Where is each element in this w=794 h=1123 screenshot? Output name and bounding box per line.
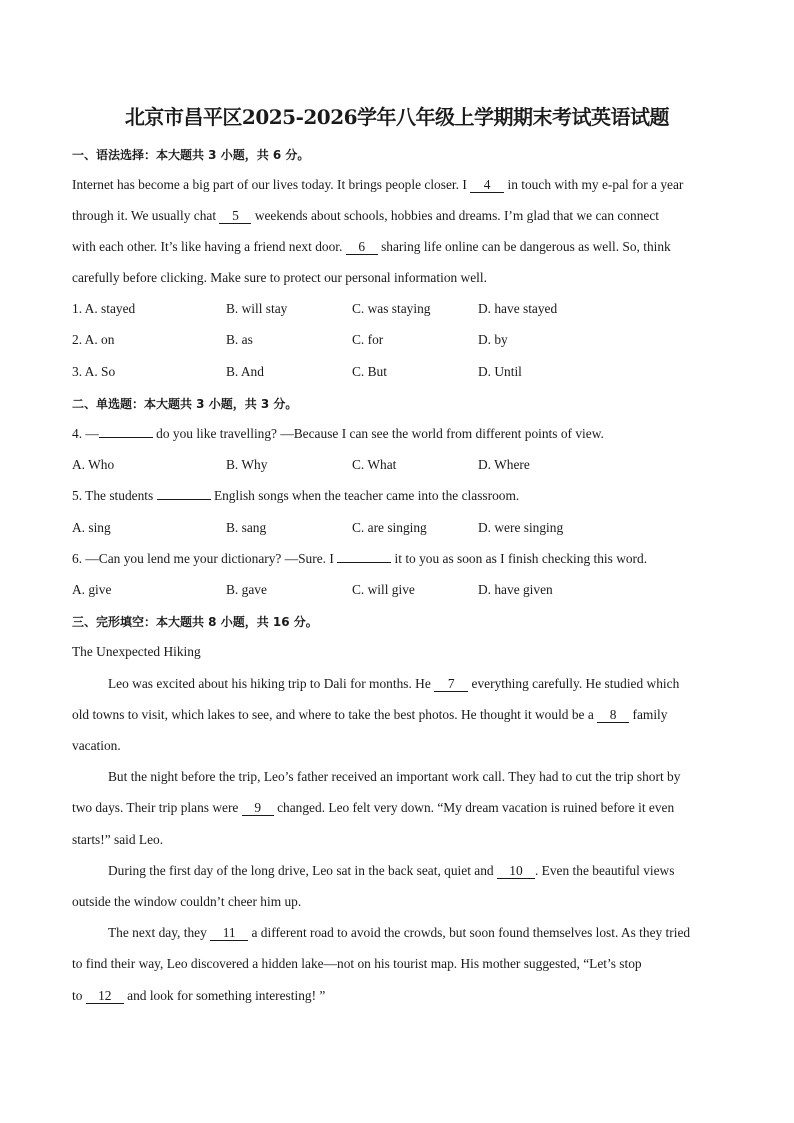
blank-9: 9 — [242, 801, 274, 816]
paragraph-line: vacation. — [72, 738, 121, 753]
blank-5: 5 — [219, 209, 251, 224]
option-d: D. Where — [478, 457, 530, 472]
question-5: 5. The students English songs when the teacher came into the classroom. — [72, 488, 520, 503]
blank-11: 11 — [210, 926, 248, 941]
paragraph-line: carefully before clicking. Make sure to protect our personal information well. — [72, 270, 487, 285]
paragraph-line: During the first day of the long drive, Leo sat in the back seat, quiet and 10 . Even the beautiful views — [108, 863, 675, 878]
option-d: D. Until — [478, 364, 522, 379]
option-d: D. have stayed — [478, 301, 558, 316]
option-a: A. Who — [72, 457, 115, 472]
paragraph-line: through it. We usually chat 5 weekends about schools, hobbies and dreams. I’m glad that we can connect — [72, 208, 660, 223]
option-a: A. give — [72, 582, 112, 597]
blank-4: 4 — [470, 178, 504, 193]
answer-blank — [157, 499, 211, 500]
option-b: B. will stay — [226, 301, 288, 316]
paragraph-line: to 12 and look for something interesting! ” — [72, 988, 326, 1003]
paragraph-line: The next day, they 11 a different road to avoid the crowds, but soon found themselves lost. As they tried — [108, 925, 691, 940]
option-a: 3. A. So — [72, 364, 116, 379]
option-a: 2. A. on — [72, 332, 115, 347]
paragraph-line: outside the window couldn’t cheer him up. — [72, 894, 302, 909]
option-c: C. was staying — [352, 301, 431, 316]
option-c: C. will give — [352, 582, 415, 597]
paragraph-line: starts!” said Leo. — [72, 832, 164, 847]
answer-blank — [337, 562, 391, 563]
paragraph-line: two days. Their trip plans were 9 changed. Leo felt very down. “My dream vacation is ruined before it even — [72, 800, 675, 815]
question-6: 6. —Can you lend me your dictionary? —Sure. I it to you as soon as I finish checking this word. — [72, 551, 648, 566]
blank-10: 10 — [497, 864, 535, 879]
option-b: B. gave — [226, 582, 267, 597]
blank-6: 6 — [346, 240, 378, 255]
option-b: B. Why — [226, 457, 268, 472]
option-c: C. But — [352, 364, 387, 379]
blank-8: 8 — [597, 708, 629, 723]
option-d: D. have given — [478, 582, 553, 597]
paragraph-line: Internet has become a big part of our lives today. It brings people closer. I 4 in touch with my e-pal for a year — [72, 177, 684, 192]
paragraph-line: But the night before the trip, Leo’s father received an important work call. They had to cut the trip short by — [108, 769, 681, 784]
story-title: The Unexpected Hiking — [72, 644, 201, 659]
option-b: B. And — [226, 364, 264, 379]
paragraph-line: old towns to visit, which lakes to see, and where to take the best photos. He thought it would be a 8 family — [72, 707, 668, 722]
question-4: 4. — do you like travelling? —Because I can see the world from different points of view. — [72, 426, 604, 441]
paragraph-line: Leo was excited about his hiking trip to Dali for months. He 7 everything carefully. He studied which — [108, 676, 680, 691]
option-c: C. What — [352, 457, 397, 472]
option-d: D. were singing — [478, 520, 564, 535]
option-a: A. sing — [72, 520, 111, 535]
section-heading: 三、完形填空：本大题共 8 小题，共 16 分。 — [72, 615, 318, 629]
answer-blank — [99, 437, 153, 438]
option-c: C. for — [352, 332, 384, 347]
section-heading: 一、语法选择：本大题共 3 小题，共 6 分。 — [72, 148, 310, 162]
blank-7: 7 — [434, 677, 468, 692]
option-b: B. sang — [226, 520, 267, 535]
option-b: B. as — [226, 332, 253, 347]
blank-12: 12 — [86, 989, 124, 1004]
page-title: 北京市昌平区2025-2026学年八年级上学期期末考试英语试题 — [124, 105, 670, 129]
paragraph-line: with each other. It’s like having a friend next door. 6 sharing life online can be dangerous as well. So, think — [72, 239, 671, 254]
option-c: C. are singing — [352, 520, 427, 535]
option-a: 1. A. stayed — [72, 301, 136, 316]
section-heading: 二、单选题：本大题共 3 小题，共 3 分。 — [72, 397, 298, 411]
paragraph-line: to find their way, Leo discovered a hidden lake—not on his tourist map. His mother suggested, “Let’s stop — [72, 956, 642, 971]
option-d: D. by — [478, 332, 508, 347]
